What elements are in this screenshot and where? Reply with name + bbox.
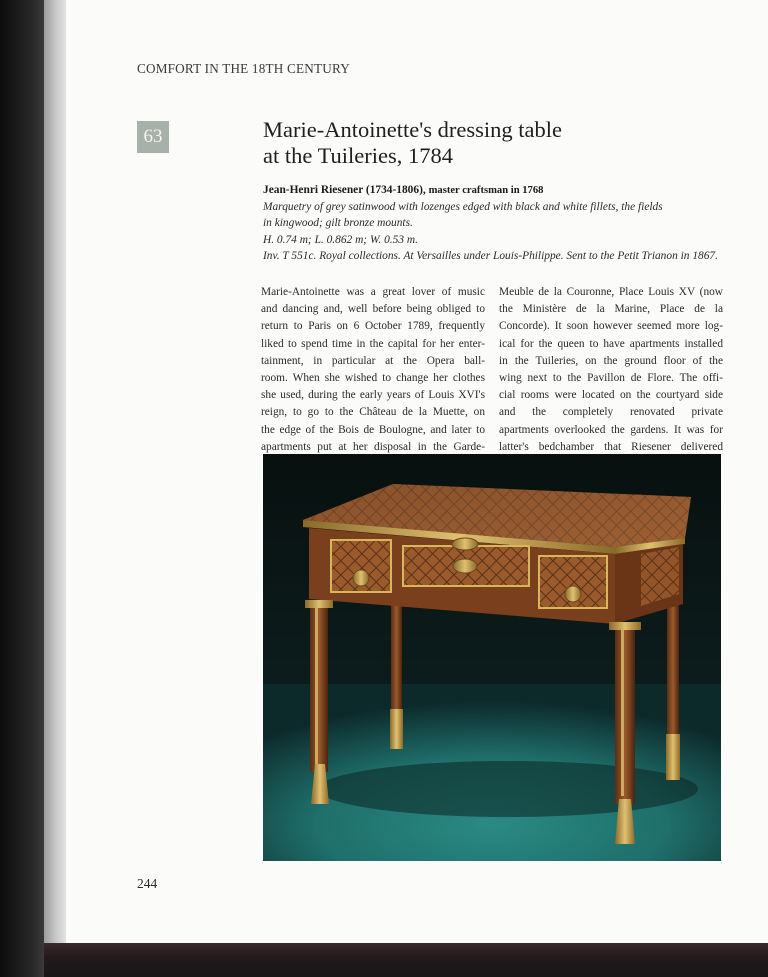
body-text-left-column <box>261 284 485 456</box>
body-line: and the completely renovated private <box>499 406 723 419</box>
title-line-2: at the Tuileries, 1784 <box>263 143 453 168</box>
body-line: Marie-Antoinette was a great lover of music <box>261 286 485 298</box>
body-line: the Ministère de la Marine, Place de la <box>499 303 723 316</box>
body-line: apartments put at her disposal in the Garde- <box>261 440 485 453</box>
maker-line <box>263 182 733 199</box>
body-line: reign, to go to the Château de la Muette, on <box>261 406 485 419</box>
cover-edge <box>44 943 768 977</box>
title-line-1: Marie-Antoinette's dressing table <box>263 117 562 142</box>
dimensions-line: H. 0.74 m; L. 0.862 m; W. 0.53 m. <box>263 233 418 246</box>
page-number: 244 <box>137 876 158 891</box>
entry-number: 63 <box>143 126 163 147</box>
page-stack-edge <box>44 0 66 945</box>
entry-number-badge <box>137 121 169 153</box>
body-text-right-column <box>499 284 723 456</box>
body-line: Meuble de la Couronne, Place Louis XV (now <box>499 286 723 298</box>
body-line: Concorde). It soon however seemed more log- <box>499 320 723 333</box>
dressing-table-illustration <box>263 454 721 861</box>
running-head: COMFORT IN THE 18TH CENTURY <box>137 61 350 76</box>
maker-name: Jean-Henri Riesener (1734-1806), <box>263 184 426 196</box>
body-line: room. When she wished to change her clothes <box>261 372 485 385</box>
body-line: return to Paris on 6 October 1789, frequently <box>261 320 485 333</box>
book-binding-shadow <box>0 0 44 977</box>
body-line: cial rooms were located on the courtyard side <box>499 389 723 402</box>
dressing-table-photo <box>263 454 721 861</box>
maker-role: master craftsman in 1768 <box>428 185 544 196</box>
body-line: and dancing and, well before being obliged to <box>261 303 485 316</box>
body-line: apartments overlooked the gardens. It was for <box>499 423 723 436</box>
body-line: liked to spend time in the capital for her enter- <box>261 337 485 350</box>
description-line: Marquetry of grey satinwood with lozenges edged with black and white fillets, the fields <box>263 201 663 214</box>
object-details <box>263 182 733 264</box>
body-line: in the Tuileries, on the ground floor of the <box>499 354 723 367</box>
body-line: she used, during the early years of Louis XVI's <box>261 389 485 402</box>
inventory-line: Inv. T 551c. Royal collections. At Versailles under Louis-Philippe. Sent to the Petit Trianon in 1867. <box>263 249 718 262</box>
body-line: ical for the queen to have apartments installed <box>499 337 723 350</box>
body-line: latter's bedchamber that Riesener delivered <box>499 440 723 453</box>
description-line: in kingwood; gilt bronze mounts. <box>263 217 413 230</box>
body-line: the edge of the Bois de Boulogne, and later to <box>261 423 485 436</box>
body-line: wing next to the Pavillon de Flore. The offi- <box>499 372 723 385</box>
entry-title <box>263 117 703 169</box>
body-line: tainment, in particular at the Opera ball- <box>261 354 485 367</box>
